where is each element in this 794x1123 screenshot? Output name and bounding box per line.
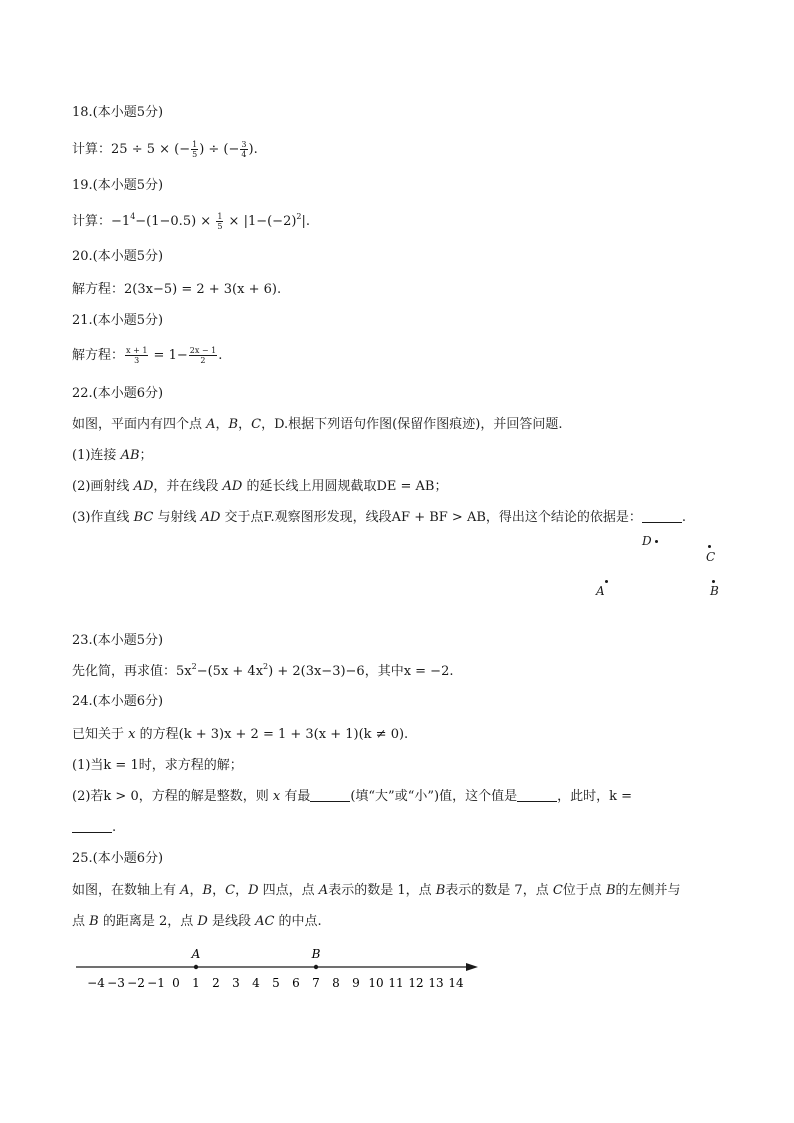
q22-sep-1: ， (215, 417, 229, 432)
number-line-arrow (466, 963, 478, 971)
point-c-label: C (706, 550, 716, 564)
q25-a1: A (180, 883, 190, 898)
q25-l2-a: 点 (72, 914, 90, 929)
q19-fraction (216, 212, 223, 231)
q20-equation: 解方程：2(3x−5) = 2 + 3(x + 6). (72, 282, 282, 297)
point-a-dot (605, 580, 608, 583)
point-c-dot (708, 545, 711, 548)
q18-f1-den: 5 (192, 150, 198, 159)
q22-intro-a: 如图，平面内有四个点 (72, 417, 207, 432)
q22-answer-blank[interactable] (642, 510, 682, 523)
q18-expr-c: ). (248, 142, 258, 157)
q21-fraction-1 (125, 346, 148, 365)
q22-intro-b: ，D.根据下列语句作图(保留作图痕迹)，并回答问题. (261, 417, 563, 432)
q18-f2-den: 4 (241, 150, 247, 159)
q24-intro (72, 726, 408, 744)
point-a-marker (194, 965, 198, 969)
number-line-tick-label: 14 (448, 976, 464, 990)
q24-p2-b: 有最 (280, 789, 311, 804)
q25-line2 (72, 913, 322, 931)
q25-l2-b: 的距离是 2，点 (98, 914, 198, 929)
q19-sup2: 2 (296, 212, 302, 221)
number-line-tick-label: −3 (107, 976, 125, 990)
number-line-tick-label: 7 (312, 976, 320, 990)
q23-s2: 2 (263, 662, 269, 671)
q21-f1-den: 3 (134, 356, 140, 365)
q24-blank-2[interactable] (517, 789, 557, 802)
q22-p3-bc: BC (133, 510, 154, 525)
q22-part3 (72, 509, 686, 527)
q23-a: 先化简，再求值：5x (72, 664, 192, 679)
q22-p3-end: . (681, 510, 687, 525)
q19-d: |. (301, 214, 311, 229)
q24-part1: (1)当k = 1时，求方程的解； (72, 758, 243, 773)
q25-l1-a: 如图，在数轴上有 (72, 883, 181, 898)
number-line-tick-label: −1 (147, 976, 165, 990)
number-line-tick-label: 12 (408, 976, 424, 990)
q25-l1-d: 表示的数是 7，点 (445, 883, 553, 898)
q25-c2: C (552, 883, 563, 898)
number-line-tick-label: 3 (232, 976, 240, 990)
number-line-tick-label: 9 (352, 976, 360, 990)
q24-p2-d: ，此时，k = (557, 789, 632, 804)
q18-fraction-1 (191, 140, 198, 159)
q25-l1-f: 的左侧并与 (615, 883, 681, 898)
q19-prefix: 计算： (72, 214, 112, 229)
q19-c: × |1−(−2) (224, 214, 297, 229)
q22-p2-b: ，并在线段 (153, 479, 223, 494)
number-line-tick-label: 4 (252, 976, 260, 990)
q25-l2-d: 的中点. (274, 914, 322, 929)
q24-intro-b: 的方程(k + 3)x + 2 = 1 + 3(x + 1)(k ≠ 0). (135, 727, 409, 742)
q24-blank-3[interactable] (72, 820, 112, 833)
number-line-tick-label: 6 (292, 976, 300, 990)
q19-expression (72, 212, 310, 231)
number-line-tick-label: 2 (212, 976, 220, 990)
point-b-axis-label: B (311, 947, 321, 961)
q22-point-b: B (228, 417, 239, 432)
q22-p2-ad-2: AD (222, 479, 243, 494)
q25-l1-b: 四点，点 (258, 883, 319, 898)
number-line-tick-label: 11 (388, 976, 404, 990)
q25-d1: D (248, 883, 259, 898)
q24-title: 24.(本小题6分) (72, 694, 164, 709)
q23-s1: 2 (191, 662, 197, 671)
q25-b4: B (89, 914, 99, 929)
q22-p2-c: 的延长线上用圆规截取DE = AB； (242, 479, 448, 494)
q25-c1: C (225, 883, 236, 898)
q22-p3-ad: AD (200, 510, 221, 525)
q22-p1-ab: AB (120, 448, 140, 463)
number-line-tick-label: −4 (87, 976, 105, 990)
q18-fraction-2 (240, 140, 247, 159)
q25-b2: B (435, 883, 446, 898)
point-b-dot (712, 580, 715, 583)
q23-title: 23.(本小题5分) (72, 633, 164, 648)
q22-intro (72, 416, 562, 434)
q24-var-x-2: x (272, 789, 281, 804)
number-line-tick-label: 10 (368, 976, 384, 990)
q25-sep1: ， (189, 883, 203, 898)
q23-expression (72, 663, 453, 681)
q18-expr-a: 25 ÷ 5 × (− (111, 142, 191, 157)
q25-l1-c: 表示的数是 1，点 (328, 883, 436, 898)
q22-point-a: A (206, 417, 216, 432)
q25-d2: D (197, 914, 208, 929)
q18-f1-num: 1 (192, 140, 198, 149)
q22-p3-b: 与射线 (153, 510, 201, 525)
q18-expr-b: ) ÷ (− (199, 142, 240, 157)
q25-b3: B (605, 883, 616, 898)
q25-l2-c: 是线段 (207, 914, 256, 929)
q24-var-x: x (128, 727, 136, 742)
number-line-tick-label: 8 (332, 976, 340, 990)
q21-f1-num: x + 1 (126, 346, 148, 355)
q19-a: −1 (111, 214, 131, 229)
q22-p1-b: ； (139, 448, 153, 463)
number-line (0, 945, 794, 1005)
point-b-label: B (710, 584, 719, 598)
q19-sup1: 4 (130, 212, 136, 221)
q22-p1-a: (1)连接 (72, 448, 121, 463)
point-b-marker (314, 965, 318, 969)
q25-sep2: ， (212, 883, 226, 898)
number-line-tick-label: −2 (127, 976, 145, 990)
number-line-tick-label: 13 (428, 976, 444, 990)
q21-mid: = 1− (149, 348, 188, 363)
q18-expression (72, 140, 258, 159)
q24-blank-1[interactable] (310, 789, 350, 802)
q25-line1 (72, 882, 681, 900)
number-line-tick-label: 5 (272, 976, 280, 990)
q25-b1: B (202, 883, 213, 898)
q21-end: . (218, 348, 223, 363)
q19-f-den: 5 (217, 222, 223, 231)
q24-part2 (72, 788, 632, 806)
q23-b: −(5x + 4x (196, 664, 264, 679)
number-line-tick-label: 0 (172, 976, 180, 990)
q22-p3-c: 交于点F.观察图形发现，线段AF + BF > AB，得出这个结论的依据是： (220, 510, 642, 525)
number-line-tick-label: 1 (192, 976, 200, 990)
q18-title: 18.(本小题5分) (72, 105, 164, 120)
q24-p2-end: . (112, 820, 117, 835)
q22-p2-a: (2)画射线 (72, 479, 134, 494)
q19-f-num: 1 (217, 212, 223, 221)
point-a-label: A (596, 584, 605, 598)
q23-c: ) + 2(3x−3)−6，其中x = −2. (268, 664, 454, 679)
q25-sep3: ， (235, 883, 249, 898)
q24-p2-a: (2)若k > 0，方程的解是整数，则 (72, 789, 273, 804)
q22-part2 (72, 478, 447, 496)
q25-title: 25.(本小题6分) (72, 851, 164, 866)
q22-p2-ad: AD (133, 479, 154, 494)
q19-b: −(1−0.5) × (135, 214, 216, 229)
q22-point-c: C (251, 417, 262, 432)
q21-equation (72, 346, 222, 365)
q18-f2-num: 3 (241, 140, 247, 149)
point-d-dot (655, 540, 658, 543)
q18-prefix: 计算： (72, 142, 112, 157)
q20-title: 20.(本小题5分) (72, 249, 164, 264)
q22-p3-a: (3)作直线 (72, 510, 134, 525)
q21-title: 21.(本小题5分) (72, 313, 164, 328)
q21-prefix: 解方程： (72, 348, 125, 363)
q25-ac: AC (255, 914, 275, 929)
q25-a2: A (318, 883, 329, 898)
q24-intro-a: 已知关于 (72, 727, 129, 742)
point-a-axis-label: A (191, 947, 201, 961)
q22-part1 (72, 447, 153, 465)
point-d-label: D (642, 534, 652, 548)
q21-fraction-2 (189, 346, 217, 365)
q24-part2-cont (72, 819, 116, 837)
q22-sep-2: ， (238, 417, 252, 432)
q21-f2-den: 2 (200, 356, 206, 365)
q19-title: 19.(本小题5分) (72, 178, 164, 193)
q24-p2-c: (填“大”或“小”)值，这个值是 (350, 789, 518, 804)
q22-title: 22.(本小题6分) (72, 386, 164, 401)
q21-f2-num: 2x − 1 (189, 346, 217, 355)
q25-l1-e: 位于点 (562, 883, 606, 898)
